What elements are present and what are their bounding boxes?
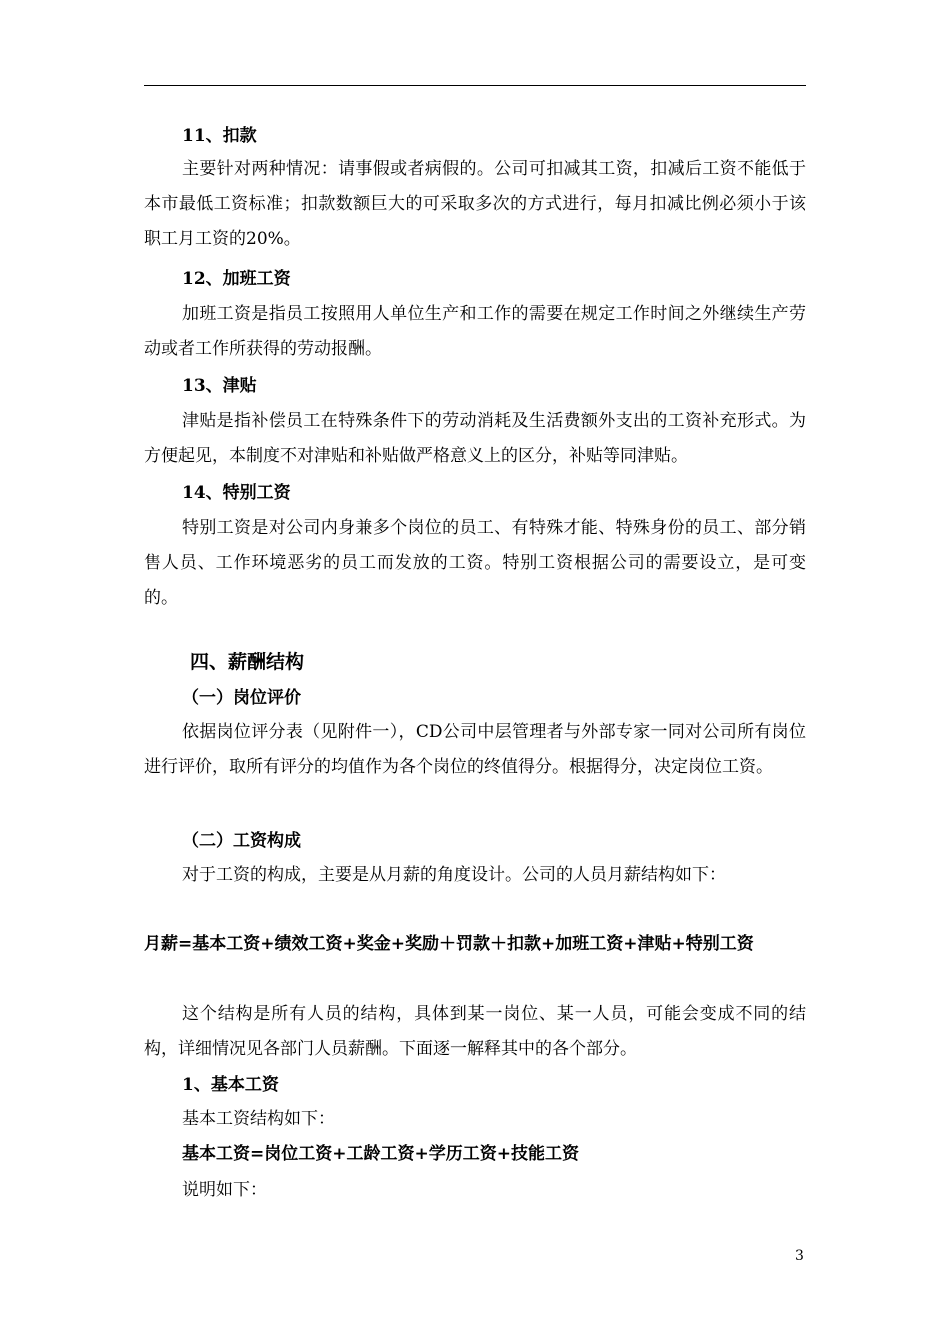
item-11-heading: 11、扣款 [182, 126, 257, 146]
job-evaluation-paragraph: 依据岗位评分表（见附件一），CD公司中层管理者与外部专家一同对公司所有岗位进行评价，取所有评分的均值作为各个岗位的终值得分。根据得分，决定岗位工资。 [144, 722, 806, 777]
header-rule [144, 85, 806, 86]
item-13-paragraph: 津贴是指补偿员工在特殊条件下的劳动消耗及生活费额外支出的工资补充形式。为方便起见，本制度不对津贴和补贴做严格意义上的区分，补贴等同津贴。 [144, 411, 806, 466]
base-salary-formula: 基本工资=岗位工资+工龄工资+学历工资+技能工资 [182, 1144, 579, 1164]
subsection-job-evaluation: （一）岗位评价 [182, 688, 301, 708]
page-number: 3 [795, 1248, 804, 1264]
item-14-heading: 14、特别工资 [182, 483, 291, 503]
base-salary-heading: 1、基本工资 [182, 1075, 279, 1095]
salary-composition-paragraph: 对于工资的构成，主要是从月薪的角度设计。公司的人员月薪结构如下： [182, 865, 726, 885]
item-14-paragraph: 特别工资是对公司内身兼多个岗位的员工、有特殊才能、特殊身份的员工、部分销售人员、工作环境恶劣的员工而发放的工资。特别工资根据公司的需要设立，是可变的。 [144, 518, 806, 608]
section-4-title: 四、薪酬结构 [190, 651, 305, 673]
subsection-salary-composition: （二）工资构成 [182, 831, 301, 851]
item-13-heading: 13、津贴 [182, 376, 257, 396]
structure-explanation-paragraph: 这个结构是所有人员的结构，具体到某一岗位、某一人员，可能会变成不同的结构，详细情况见各部门人员薪酬。下面逐一解释其中的各个部分。 [144, 1004, 806, 1059]
item-12-paragraph: 加班工资是指员工按照用人单位生产和工作的需要在规定工作时间之外继续生产劳动或者工作所获得的劳动报酬。 [144, 304, 806, 359]
item-11-paragraph: 主要针对两种情况：请事假或者病假的。公司可扣减其工资，扣减后工资不能低于本市最低工资标准；扣款数额巨大的可采取多次的方式进行，每月扣减比例必须小于该职工月工资的20%。 [144, 159, 806, 249]
item-12-heading: 12、加班工资 [182, 269, 291, 289]
monthly-salary-formula: 月薪=基本工资+绩效工资+奖金+奖励＋罚款＋扣款+加班工资+津贴+特别工资 [144, 934, 754, 954]
base-salary-intro: 基本工资结构如下： [182, 1109, 335, 1129]
explanation-label: 说明如下： [182, 1180, 267, 1200]
